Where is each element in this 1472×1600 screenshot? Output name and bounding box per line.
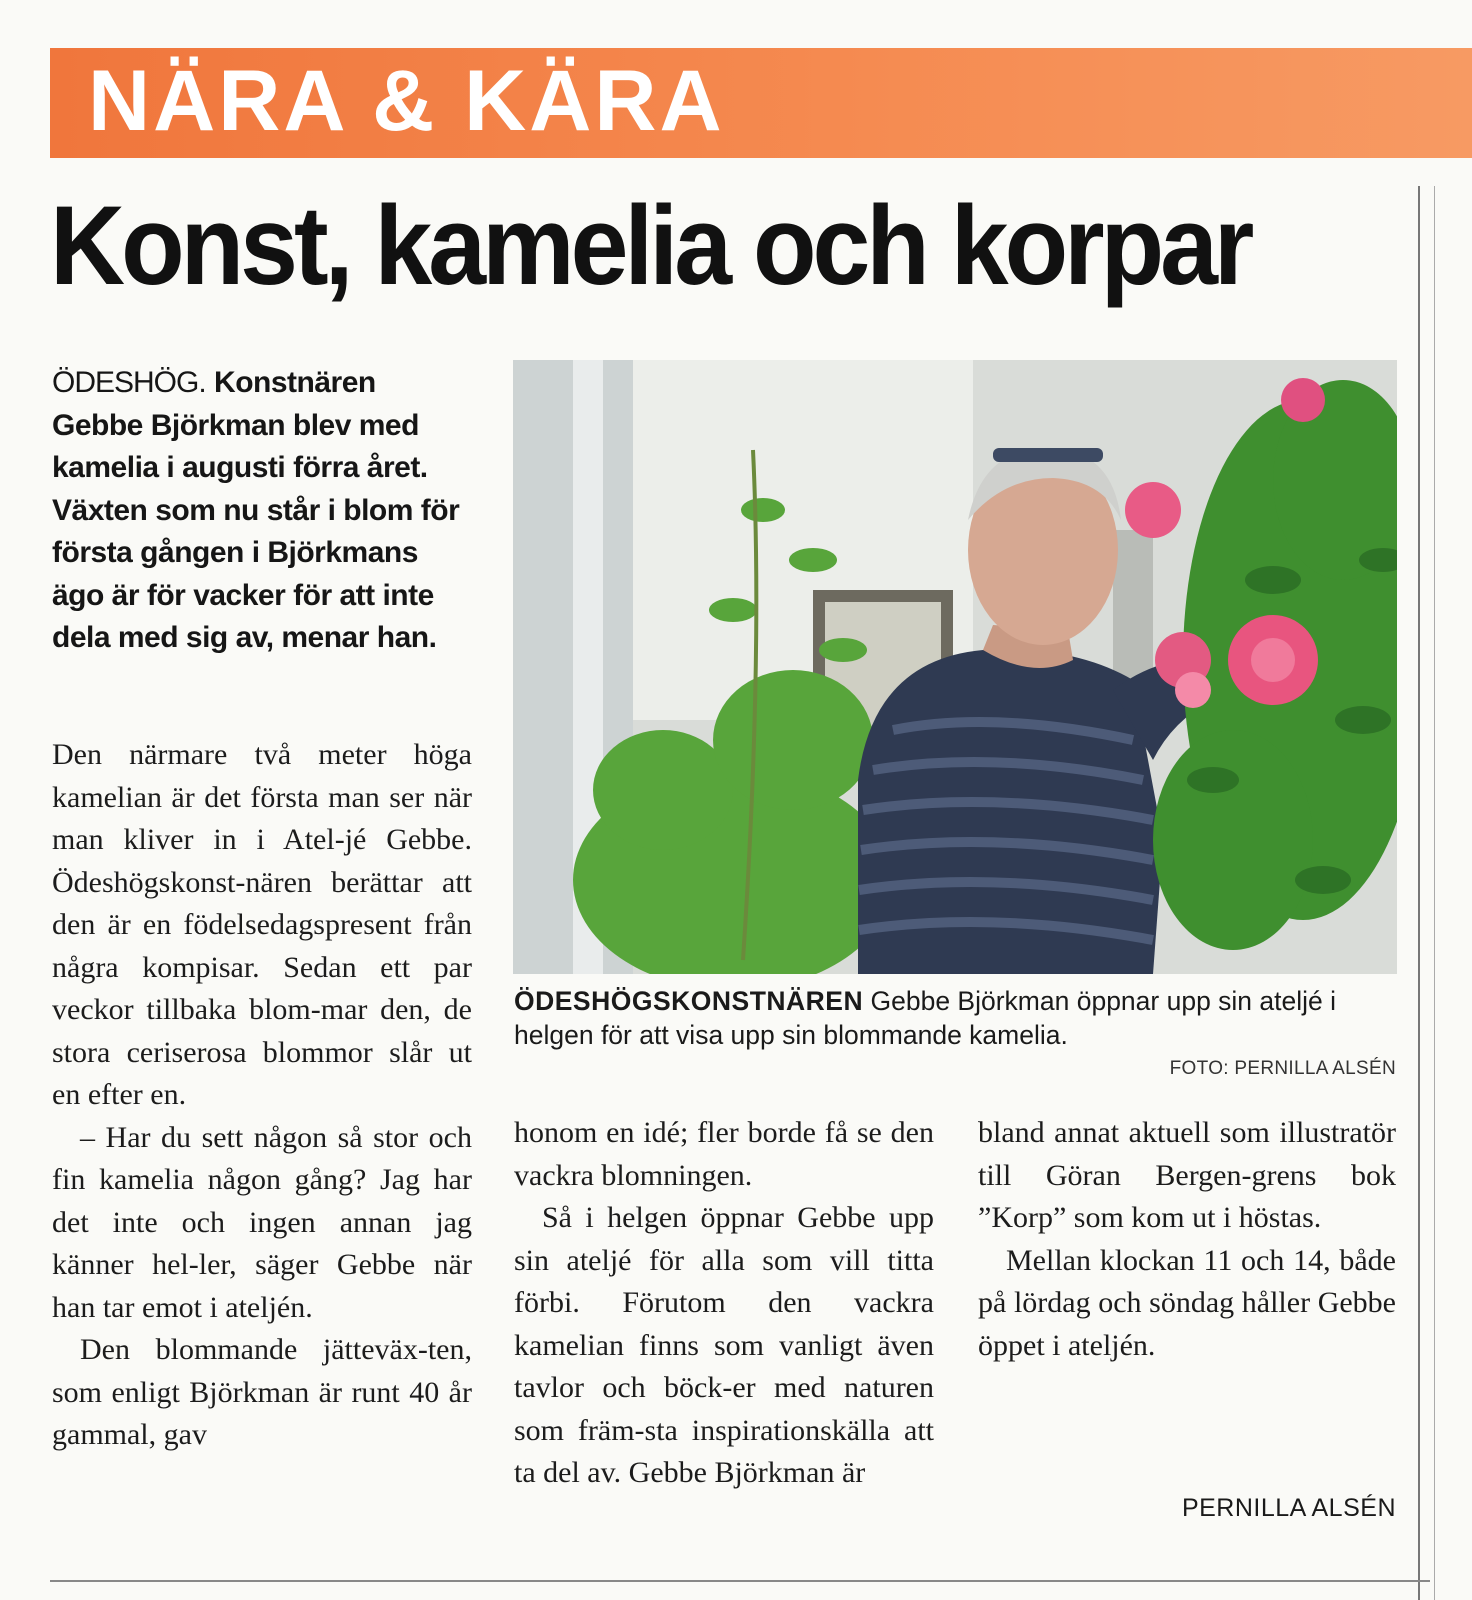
body-paragraph: – Har du sett någon så stor och fin kamelia någon gång? Jag har det inte och ingen annan jag känner hel-ler, säger Gebbe när han tar emot i ateljén.: [52, 1120, 472, 1324]
body-paragraph: Så i helgen öppnar Gebbe upp sin ateljé för alla som vill titta förbi. Förutom den vackra kamelian finns som vanligt även tavlor och böck-er med naturen som främ-sta inspirationskälla att ta del av. Gebbe Björkman är: [514, 1201, 934, 1489]
section-title: NÄRA & KÄRA: [88, 53, 725, 149]
body-paragraph: Den närmare två meter höga kamelian är det första man ser när man kliver in i Atel-jé Gebbe. Ödeshögskonst-nären berättar att den är en födelsedagspresent från några kompisar. Sedan ett par veckor tillbaka blom-mar den, de stora ceriserosa blommor slår ut en efter en.: [52, 738, 472, 1111]
body-column-1: [52, 734, 472, 1457]
body-paragraph: Den blommande jätteväx-ten, som enligt Björkman är runt 40 år gammal, gav: [52, 1333, 472, 1451]
caption-text: Gebbe Björkman öppnar upp sin ateljé i helgen för att visa upp sin blommande kamelia.: [514, 986, 1337, 1050]
caption-lead: ÖDESHÖGSKONSTNÄREN: [514, 986, 864, 1016]
lead-text: Konstnären Gebbe Björkman blev med kamelia i augusti förra året. Växten som nu står i blom för första gången i Björkmans ägo är för vacker för att inte dela med sig av, menar han.: [52, 366, 460, 654]
body-column-3: [978, 1112, 1396, 1367]
right-edge-rule-outer: [1434, 186, 1435, 1600]
lead-paragraph: [52, 362, 472, 660]
body-paragraph: honom en idé; fler borde få se den vackra blomningen.: [514, 1116, 934, 1192]
photo-illustration: [513, 360, 1397, 974]
photo-caption: [514, 984, 1398, 1052]
photo-credit: FOTO: PERNILLA ALSÉN: [1169, 1058, 1396, 1079]
body-column-2: [514, 1112, 934, 1495]
body-paragraph: bland annat aktuell som illustratör till Göran Bergen-grens bok ”Korp” som kom ut i höstas.: [978, 1116, 1396, 1234]
right-edge-rule: [1418, 186, 1420, 1600]
byline: PERNILLA ALSÉN: [1181, 1494, 1396, 1522]
dateline: ÖDESHÖG.: [52, 366, 206, 399]
bottom-rule: [50, 1580, 1430, 1582]
body-paragraph: Mellan klockan 11 och 14, både på lördag och söndag håller Gebbe öppet i ateljén.: [978, 1243, 1396, 1362]
headline: Konst, kamelia och korpar: [50, 183, 1251, 309]
article-photo: [513, 360, 1397, 974]
